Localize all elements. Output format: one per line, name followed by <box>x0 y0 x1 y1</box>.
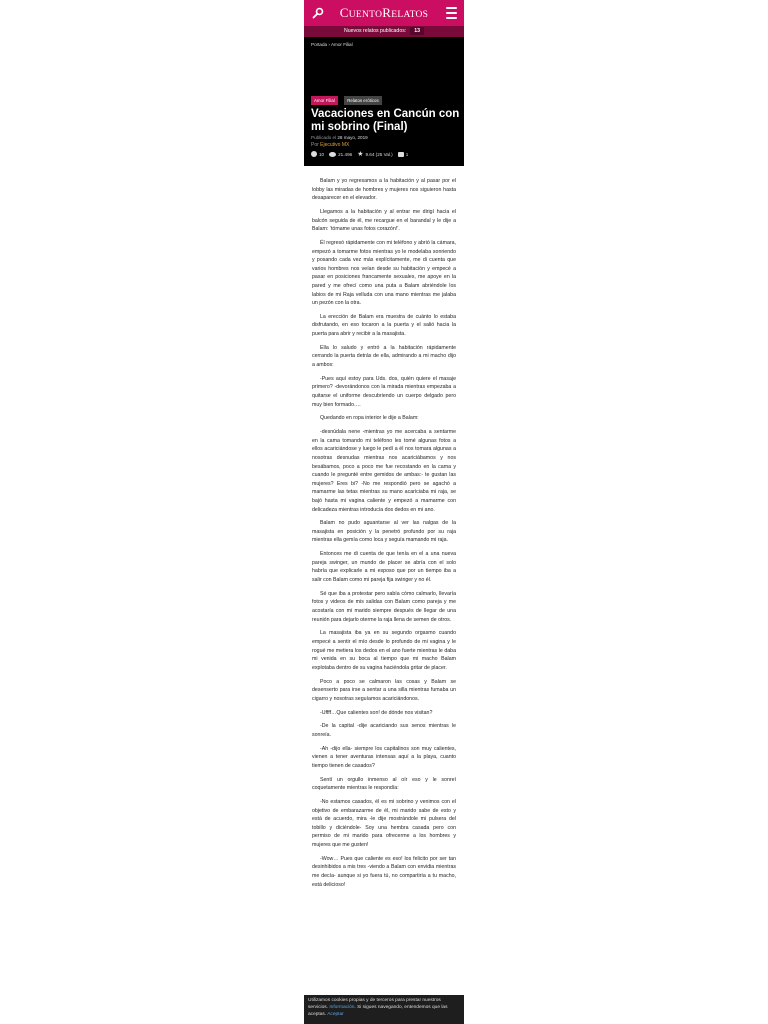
story-paragraph: -desnúdala nene -mientras yo me acercaba a sentarme en la cama tomando mi teléfono les tomé algunas fotos a ellos acariciándose y luego le pedí a él nos tomara algunas a nosotras desnudas mientras nos acariciábamos y nos besábamos, poco a poco me fue recostando en la cama y cuando le pregunté entre gemidos de ambas:- te gustan las mujeres? Eres bi? -No me respondió pero se agachó a mamarme las tetas mientras su mano acariciaba mi raja, se bajó hasta mi vagina caliente y empezó a mamarme con delicadeza mientras introducía dos dedos en mi ano. <box>312 429 456 513</box>
story-paragraph: -Uffff…Que calientes son! de dónde nos visitan? <box>320 709 433 716</box>
top-navbar <box>304 0 464 26</box>
story-paragraph: Balam y yo regresamos a la habitación y al pasar por el lobby las miradas de hombres y mujeres nos siguieron hasta desaparecer en el elevador. <box>312 178 456 202</box>
story-paragraph: -De la capital -dije acariciando sus senos mientras le sonreía. <box>312 723 456 738</box>
hamburger-menu-icon[interactable] <box>446 7 457 19</box>
story-paragraph: La erección de Balam era muestra de cuánto lo estaba disfrutando, en eso tocaron a la puerta y el salió hacia la puerta para abrir y recibir a la masajista. <box>312 313 456 338</box>
new-stories-label: Nuevos relatos publicados: <box>343 28 407 34</box>
story-paragraph: Poco a poco se calmaron las cosas y Balam se desenserto para irse a sentar a una silla mientras fumaba un cigarro y nosotras seguíamos acariciándonos. <box>312 678 456 702</box>
eye-icon <box>329 152 336 157</box>
article-header <box>304 37 464 166</box>
site-logo[interactable] <box>304 5 464 21</box>
story-paragraph: -Pues aquí estoy para Uds. dos, quién quiere el masaje primero? -devorándonos con la mirada mientras empezaba a quitarse el uniforme descubriendo un cuerpo delgado pero muy bien formado…. <box>312 375 456 408</box>
comments-icon[interactable] <box>398 152 404 157</box>
rating-value: 9.64 (25 Val.) <box>365 151 393 157</box>
story-paragraph: Balam no pudo aguantarse al ver las nalgas de la masajista en posición y la penetró profundo por su raja mientras ella gemía como loca y seguía mamando mi raja. <box>312 520 456 544</box>
story-paragraph: -Wow… Pues que caliente es eso! los felicito por ser tan desinhibidos a mis tres -viendo a Balam con envidia mientras me decía- aunque si yo fuera tú, no compartiría a tu macho, está delicioso! <box>312 855 456 888</box>
page-column <box>304 0 464 1024</box>
published-date: 28 mayo, 2019 <box>337 135 368 140</box>
story-paragraph: Llegamos a la habitación y al entrar me dirigí hacia el balcón seguida de él, me recargue en el barandal y le dije a Balam: ‘tómame unas fotos corazón!’. <box>312 208 456 233</box>
author-line <box>311 142 349 148</box>
article-title: Vacaciones en Cancún con mi sobrino (Final) <box>311 108 460 133</box>
story-paragraph: Sentí un orgullo inmenso al oír eso y le sonreí coquetamente mientras le respondía: <box>312 776 456 792</box>
logo-letter: R <box>382 5 392 20</box>
logo-text: UENTO <box>348 10 383 20</box>
tag-list <box>311 89 384 107</box>
reading-time: 10 <box>319 151 325 157</box>
star-icon: ★ <box>357 150 364 158</box>
tag-relatos-eroticos[interactable]: Relatos eróticos <box>344 96 381 105</box>
article-stats <box>311 151 408 157</box>
story-paragraph: Sé que iba a protestar pero sabía cómo calmarlo, llevaría fotos y videos de mis salidas con Balam como pareja y me acostaría con mi marido siempre después de llegar de una reunión para dejarlo oterme la raja llena de semen de otros. <box>312 590 456 623</box>
clock-icon <box>311 151 317 157</box>
by-label: Por <box>311 142 319 148</box>
new-stories-bar[interactable] <box>304 26 464 37</box>
publish-info <box>311 135 368 140</box>
new-stories-count: 13 <box>410 27 424 35</box>
story-body <box>312 177 456 894</box>
story-paragraph: Ella lo saludo y entró a la habitación rápidamente cerrando la puerta detrás de ella, admirando a mi macho dijo a ambos: <box>312 344 456 369</box>
story-paragraph: -Ah -dijo ella- siempre los capitalinos son muy calientes, vienen a tener aventuras intensas aquí a la playa, cuanto tiempo tienen de casados? <box>312 745 456 769</box>
story-paragraph: -No estamos casados, él es mi sobrino y venimos con el objetivo de embarazarme de él, mi marido sabe de esto y está de acuerdo, mira -le dije mostrándole mi pulsera del tobillo y diciéndole- Soy una hembra casada pero con permiso de mi marido para ofrecerme a los hombres y mujeres que me gusten! <box>312 799 456 848</box>
story-paragraph: Entonces me di cuenta de que tenía en el a una nueva pareja swinger, un mundo de placer se abría con el solo habría que explicarle a mi esposo que por un tiempo iba a salir con Balam como mi pareja fija swinger y no él. <box>312 551 456 584</box>
story-paragraph: Quedando en ropa interior le dije a Balam: <box>320 415 419 422</box>
breadcrumb <box>311 42 353 47</box>
published-prefix: Publicado el <box>311 135 337 140</box>
story-paragraph: La masajista iba ya en su segundo orgasmo cuando empecé a sentir el mío desde lo profundo de mi vagina y le rogué me metiera los dedos en el ano fuerte mientras le daba mi venida en su boca al tiempo que mi macho Balam explotaba dentro de su vagina haciéndola gritar de placer. <box>312 630 456 671</box>
breadcrumb-category-link[interactable]: Amor Filial <box>330 42 353 47</box>
cookie-text-2: . Si sigues navegando, entendemos que las aceptas. <box>308 1005 448 1017</box>
cookie-text: Utilizamos cookies propias y de terceros para prestar nuestros servicios. <box>308 998 441 1010</box>
cookie-banner <box>304 995 464 1024</box>
view-count: 21.496 <box>338 151 353 157</box>
cookie-accept-link[interactable]: Aceptar <box>327 1012 344 1017</box>
logo-letter: C <box>339 5 349 20</box>
author-link[interactable]: Ejecutivo MX <box>320 142 350 148</box>
breadcrumb-home-link[interactable]: Portada <box>311 42 328 47</box>
tag-amor-filial[interactable]: Amor Filial <box>311 96 338 105</box>
cookie-info-link[interactable]: Información <box>329 1005 355 1010</box>
story-paragraph: Él regresó rápidamente con mi teléfono y abrió la cámara, empezó a tomarme fotos mientras yo le modelaba sonriendo y posando cada vez más explícitamente, me di cuenta que varios hombres nos veían desde su habitación y empecé a pasar en posiciones francamente sexuales, me apoye en la pared y me ofrecí como una puta a Balam abriéndole los labios de mi Raja velluda con una mano mientras me jalaba un pezón con la otra. <box>312 239 456 307</box>
comment-count: 1 <box>405 151 409 157</box>
logo-text: ELATOS <box>391 10 429 20</box>
breadcrumb-separator: › <box>328 42 330 47</box>
